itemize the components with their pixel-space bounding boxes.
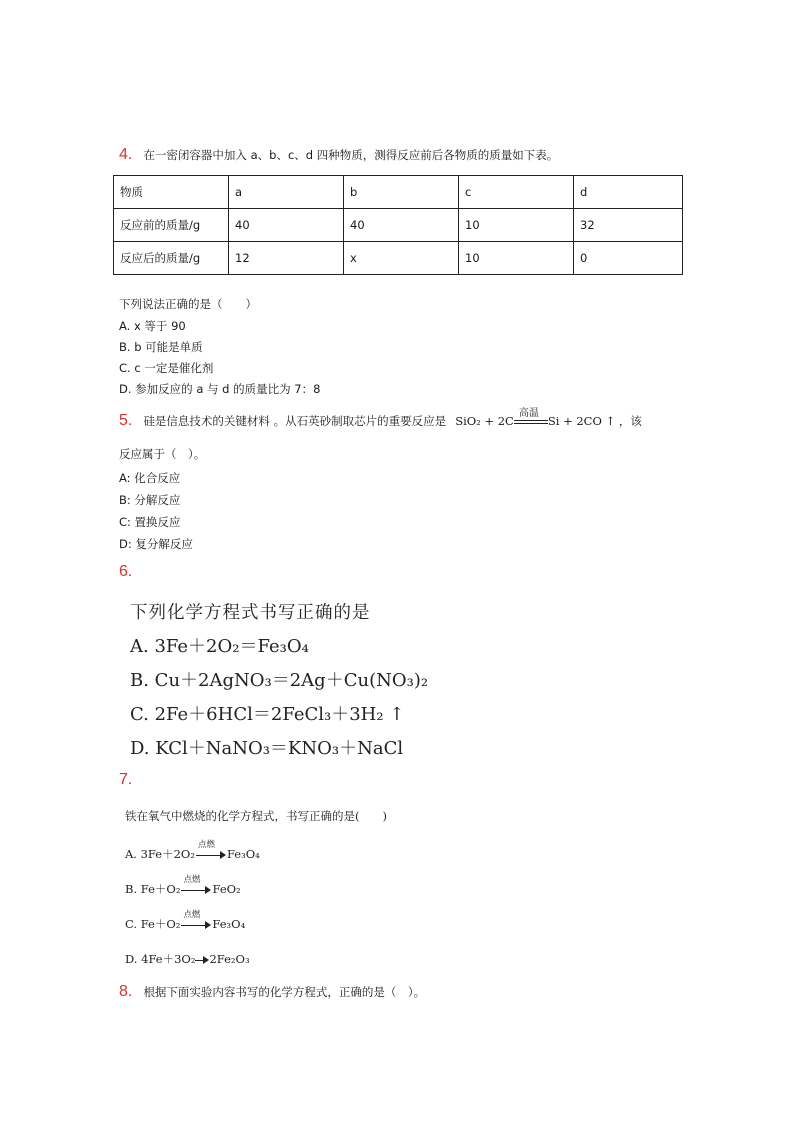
table-row	[114, 176, 683, 209]
option-b: B. Cu＋2AgNO₃＝2Ag＋Cu(NO₃)₂	[130, 670, 429, 691]
question-number: 7.	[119, 771, 133, 788]
reaction-condition: 点燃	[183, 910, 201, 920]
question-5-header	[119, 410, 642, 430]
table-cell: c	[459, 176, 574, 209]
question-stem: 硅是信息技术的关键材料 。从石英砂制取芯片的重要反应是	[143, 414, 447, 428]
equation-left: C. Fe＋O₂	[125, 917, 181, 931]
option-c	[125, 910, 387, 951]
reaction-arrow	[196, 840, 226, 860]
equation-right: 2Fe₂O₃	[209, 952, 250, 966]
option-b: B: 分解反应	[119, 493, 181, 507]
table-cell: a	[229, 176, 344, 209]
equation-right: Fe₃O₄	[226, 847, 260, 861]
reaction-arrow	[195, 955, 209, 965]
table-cell: 10	[459, 209, 574, 242]
table-cell: x	[344, 242, 459, 275]
option-c: C. c 一定是催化剂	[119, 361, 214, 375]
table-row	[114, 242, 683, 275]
table-cell: 0	[574, 242, 683, 275]
question-stem: 在一密闭容器中加入 a、b、c、d 四种物质，测得反应前后各物质的质量如下表。	[143, 148, 559, 162]
option-a: A: 化合反应	[119, 471, 181, 485]
question-4-header	[119, 144, 558, 164]
double-line-sign	[514, 408, 548, 428]
option-c: C: 置换反应	[119, 515, 181, 529]
question-stem: 根据下面实验内容书写的化学方程式，正确的是（ ）。	[143, 985, 426, 999]
question-stem-line2: 反应属于（ ）。	[119, 447, 206, 461]
option-a: A. 3Fe＋2O₂＝Fe₃O₄	[130, 636, 309, 657]
question-8-header	[119, 981, 425, 1001]
question-number: 5.	[119, 412, 133, 429]
table-row	[114, 209, 683, 242]
reaction-arrow	[181, 910, 211, 930]
reaction-equation	[455, 408, 619, 428]
option-c: C. 2Fe＋6HCl＝2FeCl₃＋3H₂ ↑	[130, 704, 405, 725]
reaction-condition: 点燃	[197, 840, 215, 850]
table-cell: 10	[459, 242, 574, 275]
question-6-image	[130, 596, 428, 766]
table-cell: 12	[229, 242, 344, 275]
option-b	[125, 875, 387, 916]
question-number: 4.	[119, 146, 133, 163]
option-a: A. x 等于 90	[119, 319, 186, 333]
table-cell: d	[574, 176, 683, 209]
option-d: D. KCl＋NaNO₃＝KNO₃＋NaCl	[130, 738, 404, 759]
table-cell: 反应后的质量/g	[114, 242, 229, 275]
option-d: D. 参加反应的 a 与 d 的质量比为 7：8	[119, 382, 321, 396]
reaction-condition: 点燃	[183, 875, 201, 885]
option-d: D: 复分解反应	[119, 537, 193, 551]
question-stem: 下列化学方程式书写正确的是	[130, 603, 371, 623]
question-prompt: 下列说法正确的是（ ）	[119, 297, 257, 311]
table-cell: 40	[229, 209, 344, 242]
table-cell: 物质	[114, 176, 229, 209]
reaction-arrow	[181, 875, 211, 895]
table-cell: 反应前的质量/g	[114, 209, 229, 242]
equation-left: A. 3Fe＋2O₂	[125, 847, 195, 861]
equation-left: SiO₂ + 2C	[455, 414, 514, 428]
option-a	[125, 840, 387, 881]
table-cell: 40	[344, 209, 459, 242]
table-cell: b	[344, 176, 459, 209]
question-7-image	[125, 808, 387, 986]
equation-right: Si + 2CO ↑	[547, 414, 616, 428]
equation-left: D. 4Fe＋3O₂	[125, 952, 196, 966]
question-number: 6.	[119, 563, 133, 580]
equation-left: B. Fe＋O₂	[125, 882, 181, 896]
question-number: 8.	[119, 983, 133, 1000]
table-cell: 32	[574, 209, 683, 242]
question-stem-tail: ，该	[618, 414, 642, 428]
question-stem: 铁在氧气中燃烧的化学方程式，书写正确的是( )	[125, 809, 387, 823]
mass-table	[113, 175, 683, 275]
option-b: B. b 可能是单质	[119, 340, 203, 354]
equation-right: Fe₃O₄	[212, 917, 246, 931]
reaction-condition: 高温	[518, 408, 539, 419]
equation-right: FeO₂	[212, 882, 241, 896]
